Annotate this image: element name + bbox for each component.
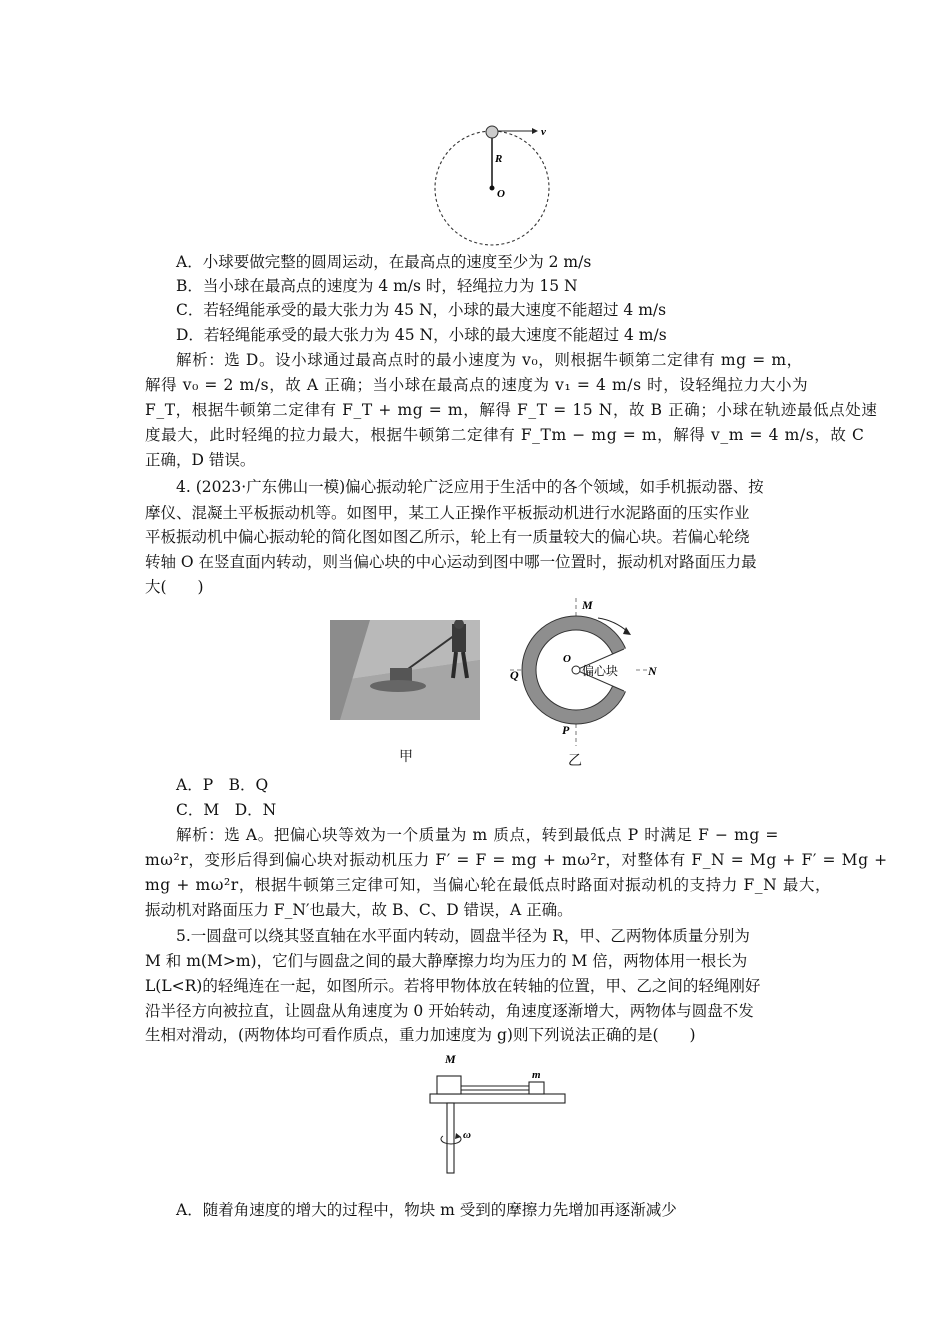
q4-stem-3: 平板振动机中偏心振动轮的简化图如图乙所示，轮上有一质量较大的偏心块。若偏心轮绕 [145, 528, 750, 546]
fig5-label-omega: ω [463, 1129, 471, 1141]
q5-option-a: A．随着角速度的增大的过程中，物块 m 受到的摩擦力先增加再逐渐减少 [176, 1201, 677, 1219]
q5-stem-2: M 和 m(M>m)，它们与圆盘之间的最大静摩擦力均为压力的 M 倍，两物体用一根长为 [145, 952, 748, 970]
q3-option-d: D．若轻绳能承受的最大张力为 45 N，小球的最大速度不能超过 4 m/s [176, 326, 667, 344]
q3-option-c: C．若轻绳能承受的最大张力为 45 N，小球的最大速度不能超过 4 m/s [176, 301, 667, 319]
q3-analysis-1: 解析：选 D。设小球通过最高点时的最小速度为 v₀，则根据牛顿第二定律有 mg = m， [176, 351, 803, 369]
wheel-label-M: M [582, 598, 593, 612]
q3-analysis-3: F_T，根据牛顿第二定律有 F_T + mg = m，解得 F_T = 15 N，故 B 正确；小球在轨迹最低点处速 [145, 401, 878, 419]
q4-option-ab: A．P B．Q [176, 776, 269, 794]
fig5-label-m: m [532, 1069, 541, 1081]
wheel-label-Q: Q [510, 668, 519, 682]
q4-analysis-4: 振动机对路面压力 F_N′也最大，故 B、C、D 错误，A 正确。 [145, 901, 573, 919]
q4-stem-5: 大( ) [145, 578, 204, 596]
label-O: O [497, 188, 505, 200]
q5-stem-5: 生相对滑动，(两物体均可看作质点，重力加速度为 g)则下列说法正确的是( ) [145, 1026, 696, 1044]
wheel-label-P: P [562, 723, 570, 737]
q4-analysis-1: 解析：选 A。把偏心块等效为一个质量为 m 质点，转到最低点 P 时满足 F − mg = [176, 826, 780, 844]
wheel-label-block: 偏心块 [582, 664, 619, 678]
caption-jia: 甲 [399, 749, 413, 765]
q4-stem-1: 4. (2023·广东佛山一模)偏心振动轮广泛应用于生活中的各个领域，如手机振动器、按 [176, 478, 764, 496]
wheel-label-O: O [563, 653, 571, 665]
q4-stem-4: 转轴 O 在竖直面内转动，则当偏心块的中心运动到图中哪一位置时，振动机对路面压力最 [145, 553, 757, 571]
q5-stem-4: 沿半径方向被拉直，让圆盘从角速度为 0 开始转动，角速度逐渐增大，两物体与圆盘不发 [145, 1002, 754, 1020]
q4-option-cd: C．M D．N [176, 801, 277, 819]
q5-stem-3: L(L<R)的轻绳连在一起，如图所示。若将甲物体放在转轴的位置，甲、乙之间的轻绳刚好 [145, 977, 761, 995]
circular-motion-figure [425, 118, 565, 248]
caption-yi: 乙 [568, 753, 582, 769]
q5-stem-1: 5.一圆盘可以绕其竖直轴在水平面内转动，圆盘半径为 R，甲、乙两物体质量分别为 [176, 927, 750, 945]
fig5-label-M: M [445, 1052, 456, 1066]
q3-analysis-5: 正确，D 错误。 [145, 451, 256, 469]
q4-analysis-3: mg + mω²r，根据牛顿第三定律可知，当偏心轮在最低点时路面对振动机的支持力 F_N 最大， [145, 876, 832, 894]
q3-analysis-4: 度最大，此时轻绳的拉力最大，根据牛顿第二定律有 F_Tm − mg = m，解得 v_m = 4 m/s，故 C [145, 426, 865, 444]
label-v: v [541, 126, 546, 138]
wheel-label-N: N [648, 664, 657, 678]
q3-analysis-2: 解得 v₀ = 2 m/s，故 A 正确；当小球在最高点的速度为 v₁ = 4 m/s 时，设轻绳拉力大小为 [145, 376, 809, 394]
rotating-disk-figure [425, 1050, 575, 1178]
vibrator-photo [330, 620, 480, 720]
label-R: R [495, 153, 503, 165]
eccentric-wheel-diagram [500, 596, 665, 751]
q4-stem-2: 摩仪、混凝土平板振动机等。如图甲，某工人正操作平板振动机进行水泥路面的压实作业 [145, 504, 750, 522]
q4-analysis-2: mω²r，变形后得到偏心块对振动机压力 F′ = F = mg + mω²r，对整体有 F_N = Mg + F′ = Mg + [145, 851, 888, 869]
q3-option-b: B．当小球在最高点的速度为 4 m/s 时，轻绳拉力为 15 N [176, 277, 578, 295]
q3-option-a: A．小球要做完整的圆周运动，在最高点的速度至少为 2 m/s [176, 253, 592, 271]
